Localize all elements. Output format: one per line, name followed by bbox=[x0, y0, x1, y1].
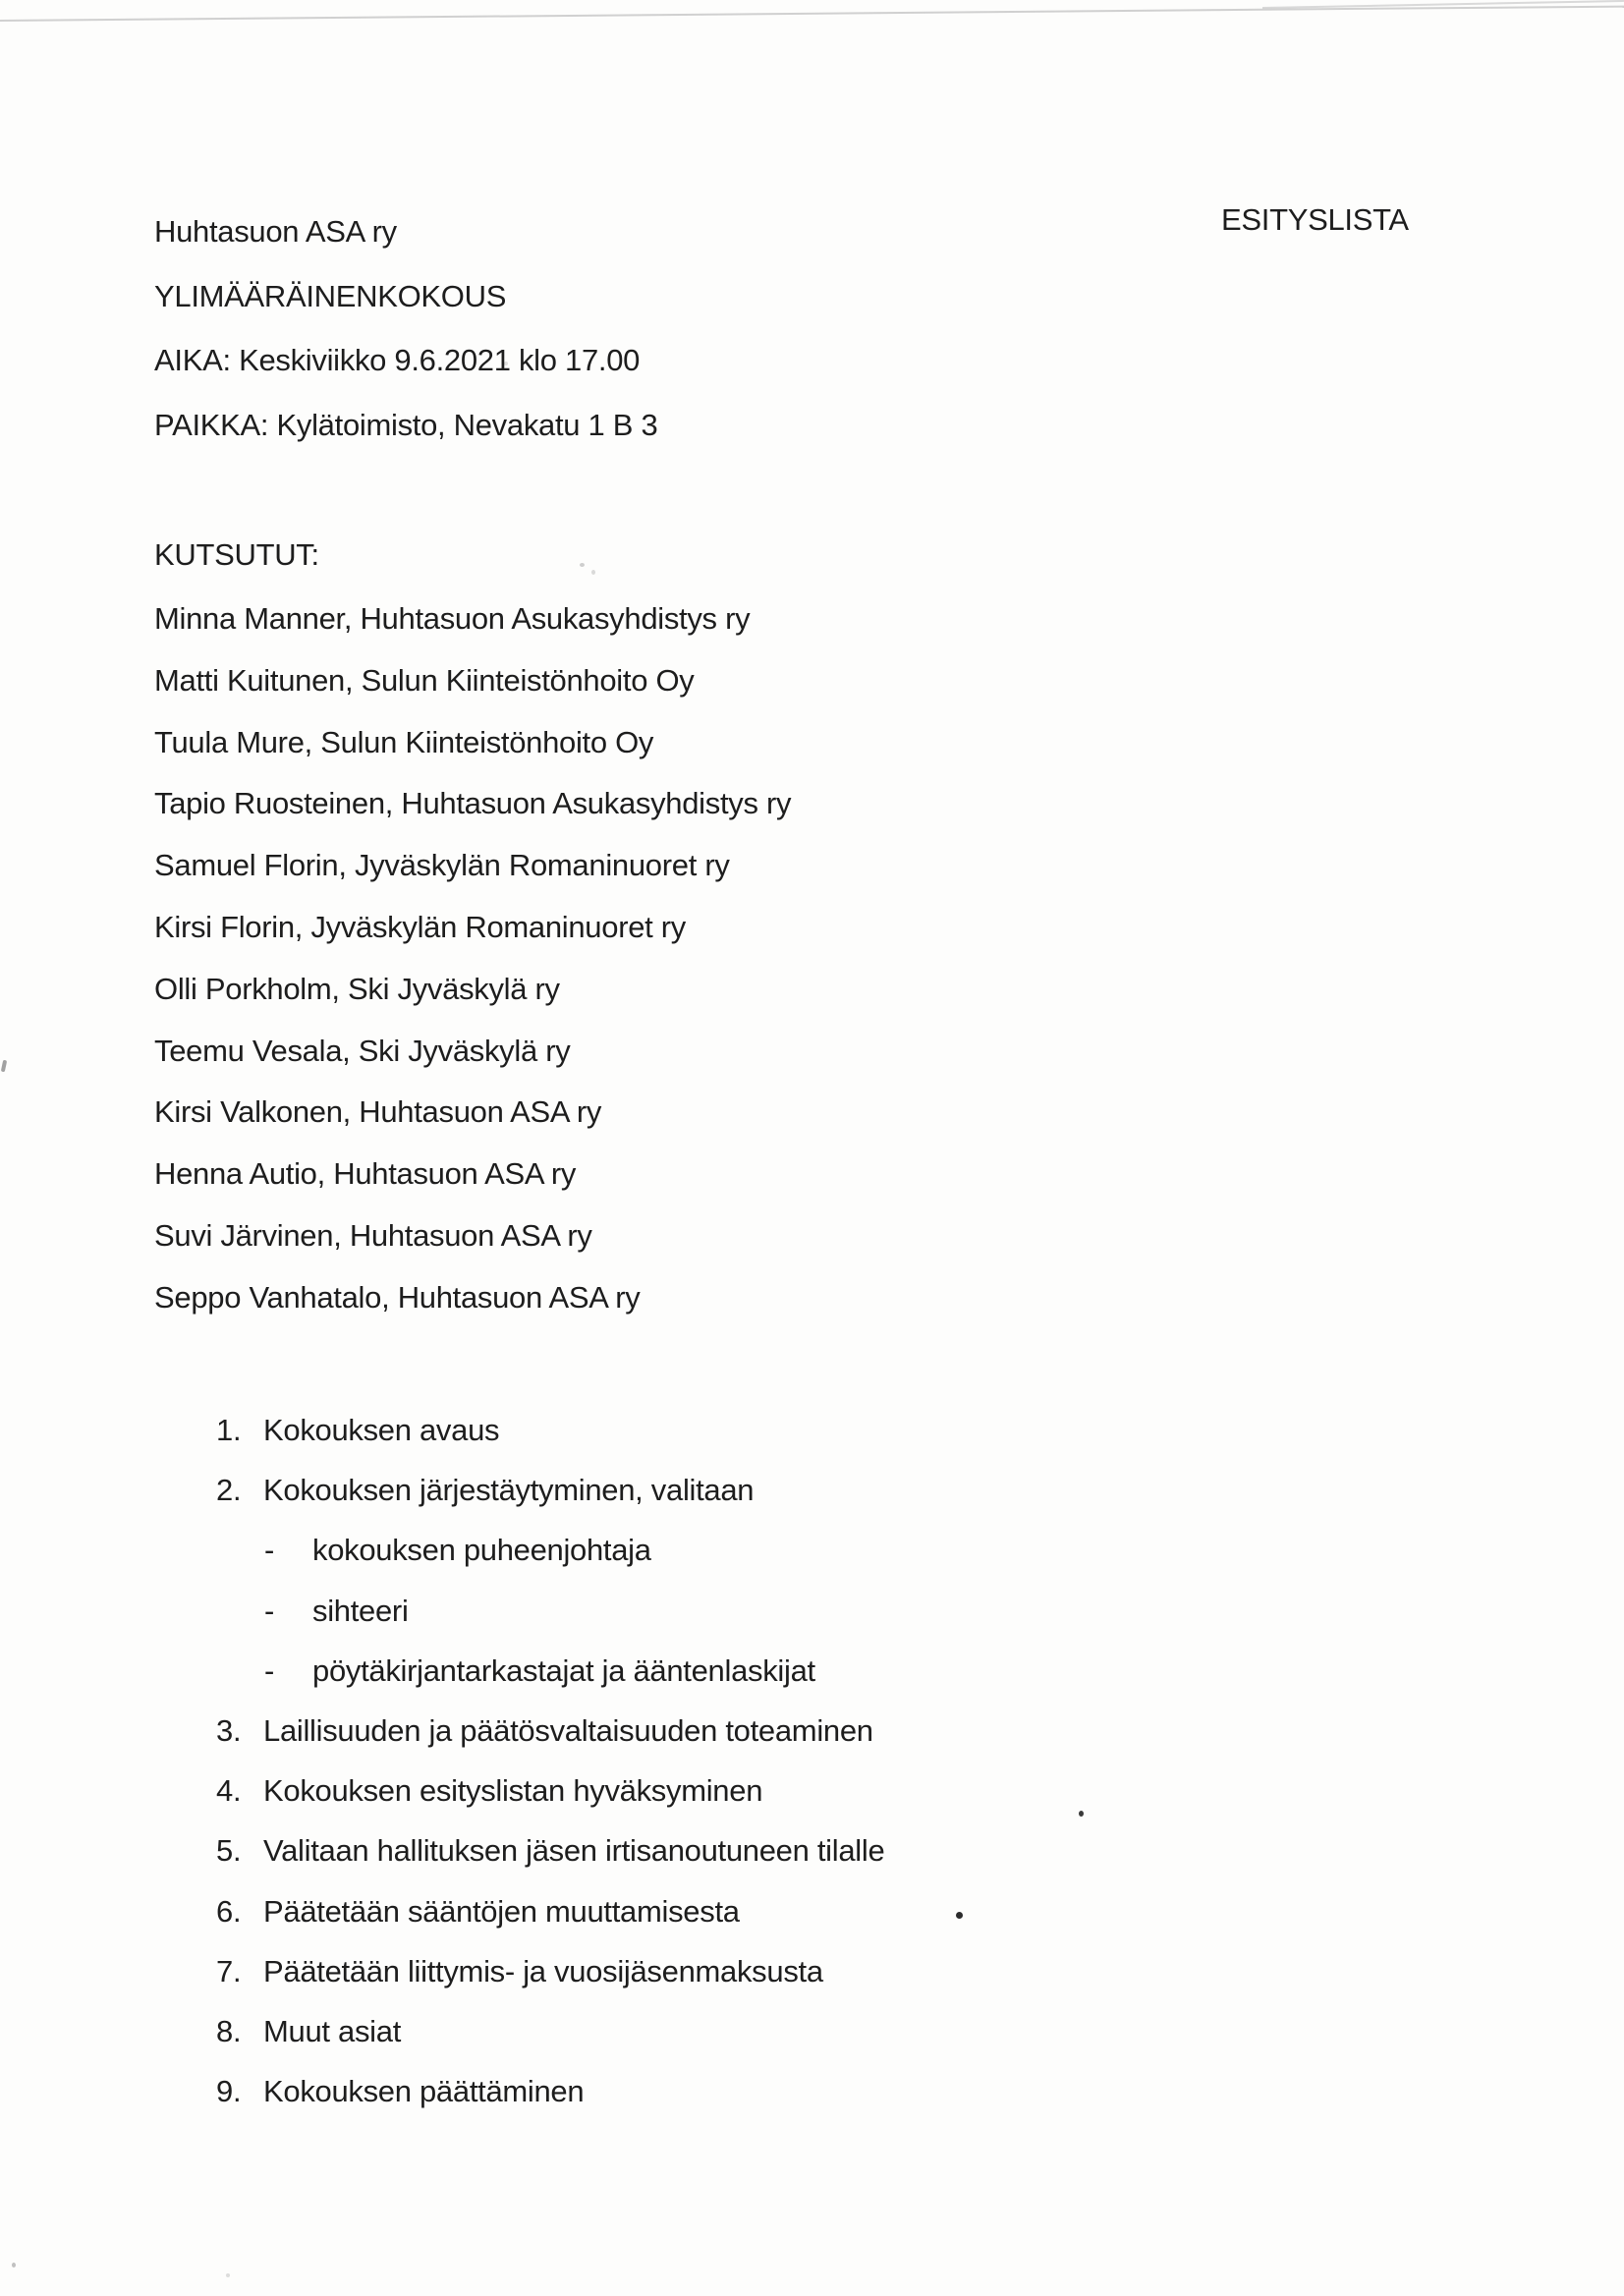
agenda-sub-item-dash: - bbox=[264, 1652, 275, 1688]
meeting-place: PAIKKA: Kylätoimisto, Nevakatu 1 B 3 bbox=[154, 408, 658, 442]
agenda-item bbox=[216, 1894, 884, 1954]
organization-name: Huhtasuon ASA ry bbox=[154, 214, 397, 249]
scan-artifact-speck bbox=[1079, 1811, 1084, 1817]
agenda-list bbox=[216, 1413, 884, 2134]
agenda-item bbox=[216, 1713, 884, 1773]
agenda-item bbox=[216, 1473, 884, 1533]
agenda-item bbox=[216, 2074, 884, 2134]
agenda-item-number: 6. bbox=[216, 1893, 242, 1929]
agenda-sub-item bbox=[216, 1653, 884, 1713]
invitee-row: Seppo Vanhatalo, Huhtasuon ASA ry bbox=[154, 1279, 641, 1315]
scan-artifact-speck bbox=[226, 2273, 230, 2277]
agenda-item-text: Kokouksen järjestäytyminen, valitaan bbox=[263, 1473, 755, 1508]
invitee-row: Tapio Ruosteinen, Huhtasuon Asukasyhdistys ry bbox=[154, 786, 792, 821]
invitee-row: Kirsi Florin, Jyväskylän Romaninuoret ry bbox=[154, 909, 687, 944]
meeting-title: YLIMÄÄRÄINENKOKOUS bbox=[154, 279, 507, 313]
agenda-sub-item-dash: - bbox=[264, 1533, 275, 1568]
agenda-sub-item bbox=[216, 1533, 884, 1593]
invitees-heading: KUTSUTUT: bbox=[154, 537, 319, 572]
agenda-item-number: 7. bbox=[216, 1953, 242, 1988]
agenda-item-number: 4. bbox=[216, 1773, 242, 1809]
agenda-item-text: Valitaan hallituksen jäsen irtisanoutuneen tilalle bbox=[263, 1833, 885, 1869]
invitee-row: Minna Manner, Huhtasuon Asukasyhdistys ry bbox=[154, 601, 751, 636]
invitee-row: Teemu Vesala, Ski Jyväskylä ry bbox=[154, 1033, 571, 1068]
agenda-item-number: 2. bbox=[216, 1473, 242, 1508]
agenda-item-text: Kokouksen esityslistan hyväksyminen bbox=[263, 1773, 763, 1809]
invitee-row: Tuula Mure, Sulun Kiinteistönhoito Oy bbox=[154, 724, 654, 759]
invitee-row: Henna Autio, Huhtasuon ASA ry bbox=[154, 1156, 577, 1192]
agenda-item bbox=[216, 2014, 884, 2074]
agenda-item-number: 9. bbox=[216, 2074, 242, 2109]
invitee-row: Kirsi Valkonen, Huhtasuon ASA ry bbox=[154, 1094, 602, 1130]
agenda-item-number: 5. bbox=[216, 1833, 242, 1869]
document-type-label: ESITYSLISTA bbox=[1221, 202, 1409, 237]
invitee-row: Olli Porkholm, Ski Jyväskylä ry bbox=[154, 971, 560, 1006]
agenda-item-number: 8. bbox=[216, 2013, 242, 2048]
scan-artifact-speck bbox=[1, 1060, 7, 1073]
agenda-item-text: Muut asiat bbox=[263, 2013, 402, 2048]
agenda-item-text: Kokouksen avaus bbox=[263, 1413, 500, 1447]
agenda-item-text: pöytäkirjantarkastajat ja ääntenlaskijat bbox=[312, 1652, 815, 1688]
scan-artifact-line bbox=[0, 6, 1624, 22]
agenda-item bbox=[216, 1954, 884, 2014]
scan-artifact-speck bbox=[591, 570, 595, 575]
invitee-row: Samuel Florin, Jyväskylän Romaninuoret ry bbox=[154, 848, 730, 883]
agenda-item-number: 1. bbox=[216, 1413, 242, 1447]
invitee-list bbox=[154, 601, 791, 1342]
agenda-item-text: Kokouksen päättäminen bbox=[263, 2074, 585, 2109]
scan-artifact-speck bbox=[580, 563, 585, 567]
agenda-sub-item-dash: - bbox=[264, 1593, 275, 1628]
scan-artifact-speck bbox=[956, 1912, 963, 1919]
agenda-item bbox=[216, 1773, 884, 1833]
invitee-row: Suvi Järvinen, Huhtasuon ASA ry bbox=[154, 1217, 592, 1253]
agenda-item bbox=[216, 1413, 884, 1473]
scan-artifact-speck bbox=[12, 2263, 16, 2268]
agenda-item bbox=[216, 1833, 884, 1893]
invitee-row: Matti Kuitunen, Sulun Kiinteistönhoito Oy bbox=[154, 662, 695, 698]
agenda-item-text: Laillisuuden ja päätösvaltaisuuden toteaminen bbox=[263, 1712, 873, 1748]
agenda-item-text: sihteeri bbox=[312, 1593, 409, 1628]
meeting-time: AIKA: Keskiviikko 9.6.2021 klo 17.00 bbox=[154, 343, 641, 377]
agenda-item-number: 3. bbox=[216, 1712, 242, 1748]
agenda-item-text: Päätetään liittymis- ja vuosijäsenmaksusta bbox=[263, 1953, 823, 1988]
agenda-item-text: kokouksen puheenjohtaja bbox=[312, 1533, 651, 1568]
agenda-item-text: Päätetään sääntöjen muuttamisesta bbox=[263, 1893, 740, 1929]
agenda-sub-item bbox=[216, 1594, 884, 1653]
